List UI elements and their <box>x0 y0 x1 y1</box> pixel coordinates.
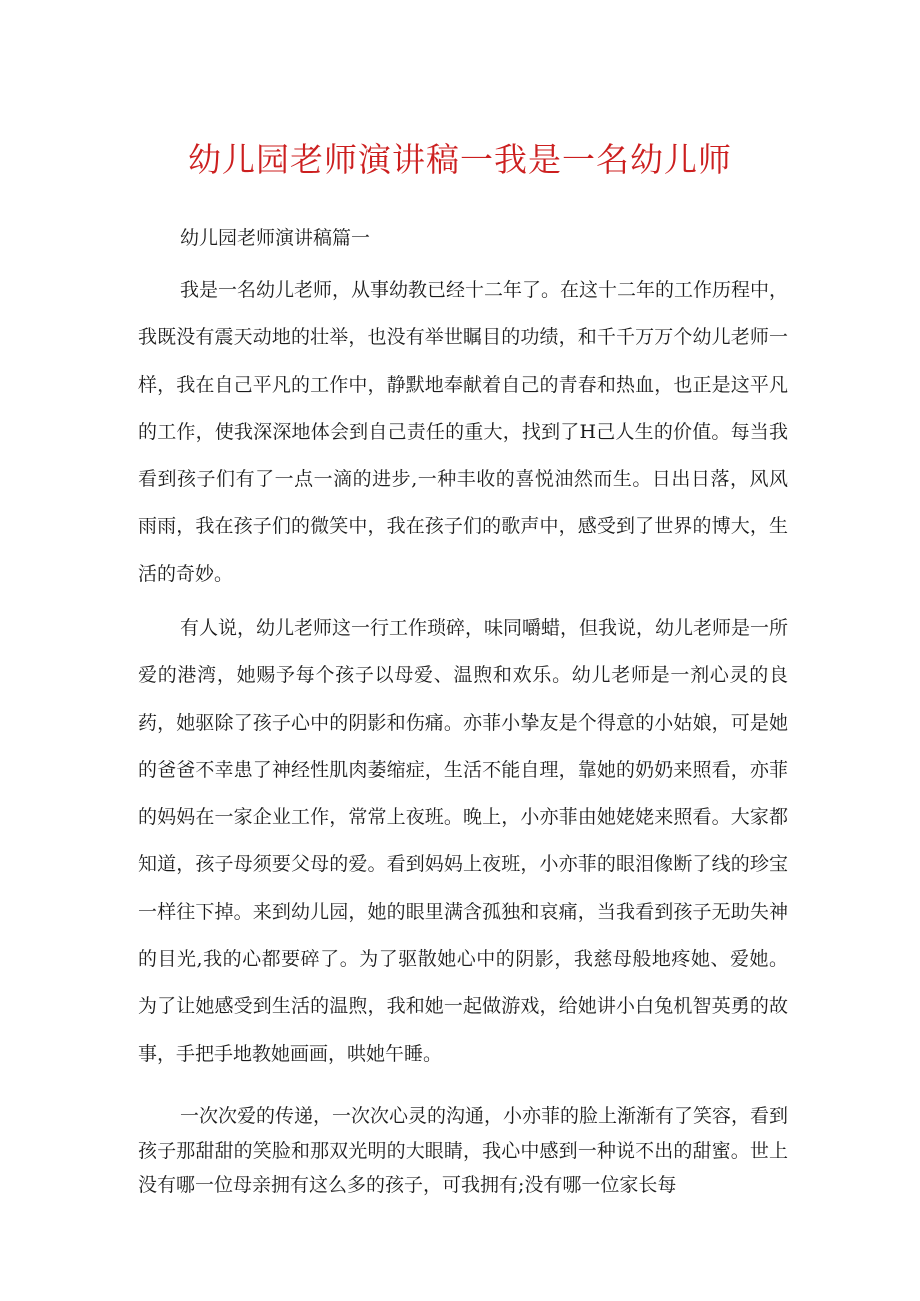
document-title: 幼儿园老师演讲稿一我是一名幼儿师 <box>188 140 732 179</box>
document-subtitle: 幼儿园老师演讲稿篇一 <box>180 227 371 249</box>
paragraph-3: 一次次爱的传递，一次次心灵的沟通，小亦菲的脸上渐渐有了笑容，看到孩子那甜甜的笑脸和那双光明的大眼睛，我心中感到一种说不出的甜蜜。世上没有哪一位母亲拥有这么多的孩子，可我拥有;没有哪一位家长每 <box>138 1105 789 1196</box>
paragraph-1: 我是一名幼儿老师，从事幼教已经十二年了。在这十二年的工作历程中，我既没有震天动地的壮举，也没有举世瞩目的功绩，和千千万万个幼儿老师一样，我在自己平凡的工作中，静默地奉献着自己的青春和热血，也正是这平凡的工作，使我深深地体会到自己责任的重大，找到了H己人生的价值。每当我看到孩子们有了一点一滴的进步,一种丰收的喜悦油然而生。日出日落，风风雨雨，我在孩子们的微笑中，我在孩子们的歌声中，感受到了世界的博大，生活的奇妙。 <box>138 279 789 585</box>
paragraph-2: 有人说，幼儿老师这一行工作琐碎，味同嚼蜡，但我说，幼儿老师是一所爱的港湾，她赐予每个孩子以母爱、温煦和欢乐。幼儿老师是一剂心灵的良药，她驱除了孩子心中的阴影和伤痛。亦菲小挚友是个得意的小姑娘，可是她的爸爸不幸患了神经性肌肉萎缩症，生活不能自理，靠她的奶奶来照看，亦菲的妈妈在一家企业工作，常常上夜班。晚上，小亦菲由她姥姥来照看。大家都知道，孩子母须要父母的爱。看到妈妈上夜班，小亦菲的眼泪像断了线的珍宝一样往下掉。来到幼儿园，她的眼里满含孤独和哀痛，当我看到孩子无助失神的目光,我的心都要碎了。为了驱散她心中的阴影，我慈母般地疼她、爱她。为了让她感受到生活的温煦，我和她一起做游戏，给她讲小白兔机智英勇的故事，手把手地教她画画，哄她午睡。 <box>138 617 789 1065</box>
